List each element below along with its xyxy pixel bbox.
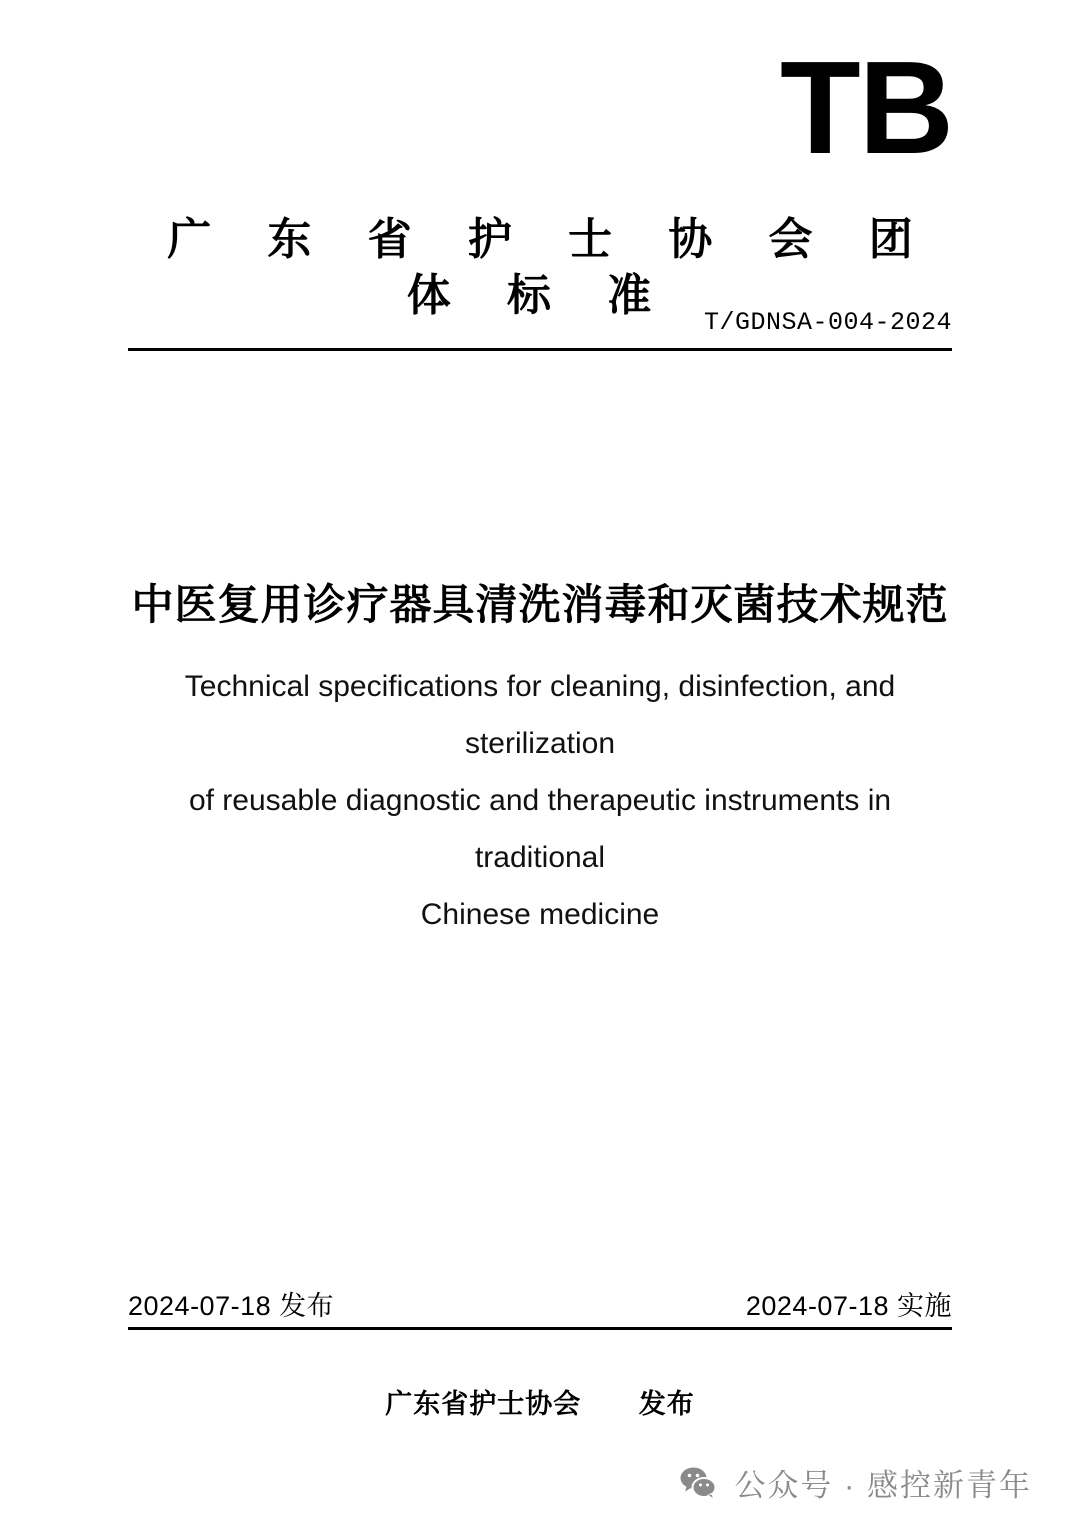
header-divider [128,348,952,351]
issue-date: 2024-07-18 发布 [128,1291,335,1321]
watermark-badge [678,1460,1032,1505]
title-english-line-2: of reusable diagnostic and therapeutic instruments in traditional [188,784,892,874]
standard-number: T/GDNSA-004-2024 [703,308,952,337]
title-english [120,658,960,943]
title-english-line-3: Chinese medicine [420,898,660,931]
title-chinese: 中医复用诊疗器具清洗消毒和灭菌技术规范 [131,581,949,628]
footer-divider [128,1327,952,1330]
tb-logo: TB [780,34,952,181]
title-english-line-1: Technical specifications for cleaning, disinfection, and sterilization [184,670,896,760]
wechat-icon [678,1463,718,1503]
publisher-line [0,1382,1080,1421]
publisher-action: 发布 [638,1389,695,1419]
publisher-name: 广东省护士协会 [385,1389,582,1419]
effective-date: 2024-07-18 实施 [745,1291,952,1321]
organization-title: 广 东 省 护 士 协 会 团 体 标 准 [167,215,935,320]
watermark-text: 公众号 · 感控新青年 [734,1468,1032,1503]
